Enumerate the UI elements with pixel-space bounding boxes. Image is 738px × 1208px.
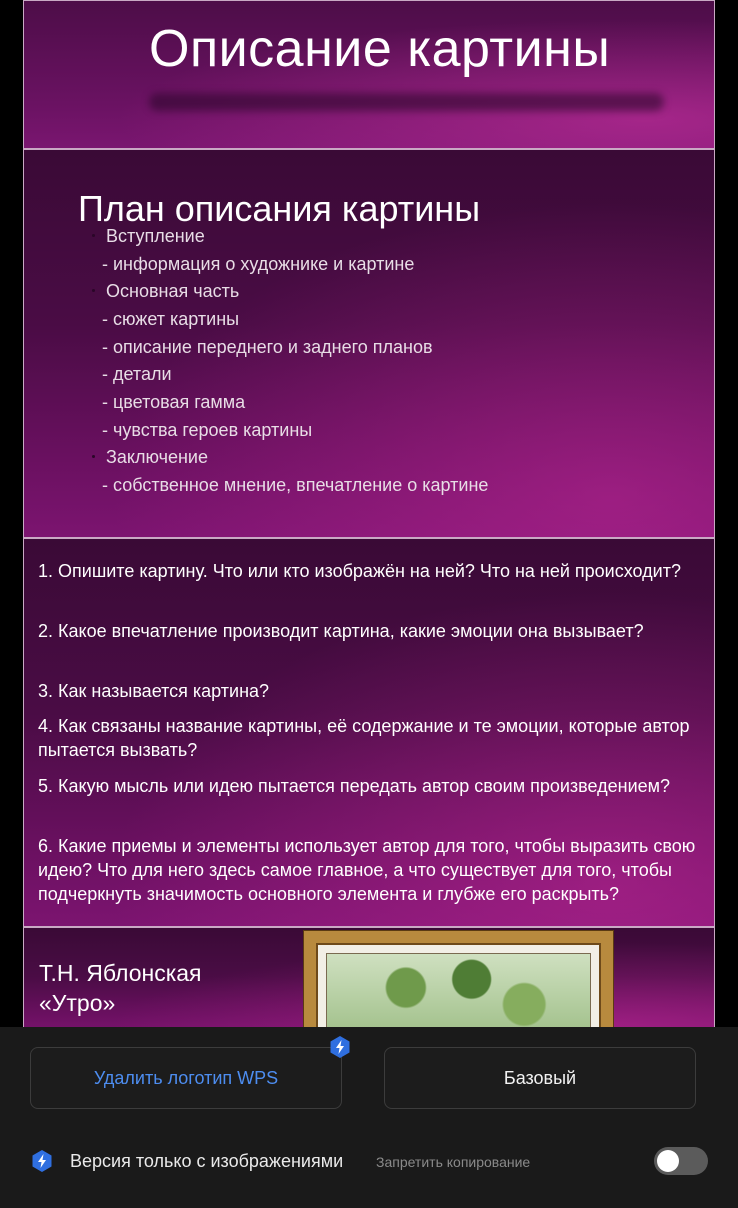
painting-caption: [39, 958, 202, 1018]
plan-item: - чувства героев картины: [102, 420, 313, 440]
question-6: 6. Какие приемы и элементы использует автор для того, чтобы выразить свою идею? Что для него здесь самое главное, а что существует для того, чтобы подчеркнуть значимость основного элемента и глубже его раскрыть?: [38, 836, 696, 904]
export-options-panel: [0, 1027, 738, 1208]
slide-plan: [23, 149, 715, 538]
no-copy-toggle[interactable]: [654, 1147, 708, 1175]
plan-item: Основная часть: [106, 281, 239, 301]
slide-title: [23, 0, 715, 149]
image-only-label: Версия только с изображениями: [70, 1151, 344, 1171]
premium-bolt-icon: [30, 1149, 54, 1173]
question-1: 1. Опишите картину. Что или кто изображён на ней? Что на ней происходит?: [38, 561, 681, 581]
basic-button[interactable]: Базовый: [384, 1047, 696, 1109]
plan-item: - цветовая гамма: [102, 392, 246, 412]
plan-item: Вступление: [106, 226, 205, 246]
plan-item: - детали: [102, 364, 172, 384]
slide-painting: [23, 927, 715, 1037]
plan-item: - собственное мнение, впечатление о картине: [102, 475, 489, 495]
plan-item: - информация о художнике и картине: [102, 254, 415, 274]
plan-item: Заключение: [106, 447, 208, 467]
plan-item: - сюжет картины: [102, 309, 240, 329]
plan-title: План описания картины: [78, 188, 481, 229]
painting-title: «Утро»: [39, 990, 116, 1016]
question-3: 3. Как называется картина?: [38, 681, 270, 701]
question-4: 4. Как связаны название картины, её содержание и те эмоции, которые автор пытается вызвать?: [38, 716, 690, 760]
no-copy-label: Запретить копирование: [376, 1154, 531, 1170]
premium-bolt-icon: [328, 1035, 352, 1059]
blurred-subtitle: [149, 93, 664, 111]
painting-frame: [304, 931, 613, 1037]
author-name: Т.Н. Яблонская: [39, 960, 202, 986]
slide-questions: [23, 538, 715, 927]
question-5: 5. Какую мысль или идею пытается передать автор своим произведением?: [38, 776, 671, 796]
question-2: 2. Какое впечатление производит картина, какие эмоции она вызывает?: [38, 621, 644, 641]
plan-item: - описание переднего и заднего планов: [102, 337, 433, 357]
slide-title-text: Описание картины: [149, 20, 611, 78]
remove-wps-logo-button[interactable]: Удалить логотип WPS: [30, 1047, 342, 1109]
toggle-knob: [657, 1150, 679, 1172]
painting-image: [326, 953, 591, 1037]
image-only-row: [30, 1147, 710, 1177]
